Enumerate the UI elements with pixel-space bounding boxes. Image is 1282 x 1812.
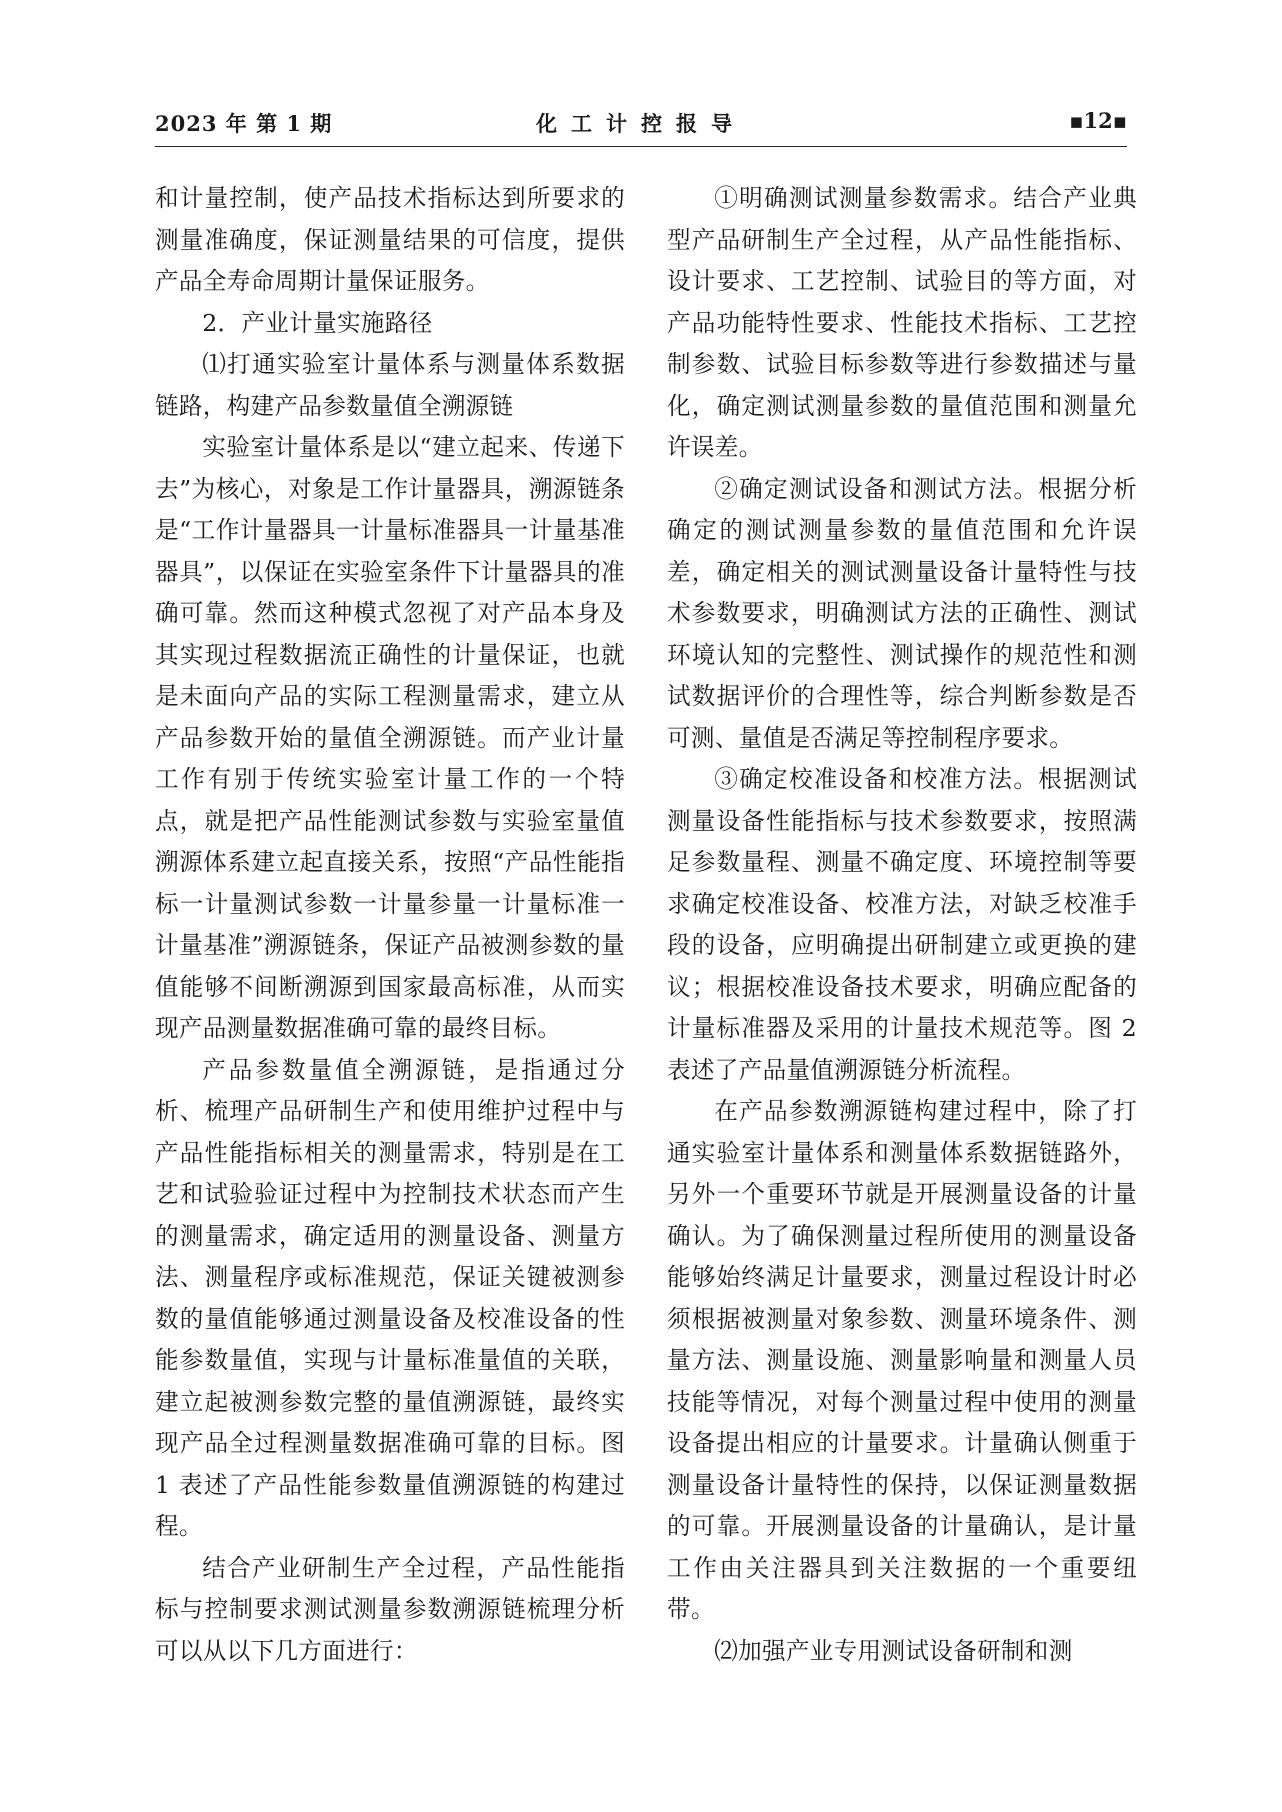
paragraph: 实验室计量体系是以“建立起来、传递下去”为核心，对象是工作计量器具，溯源链条是“工作计量器具一计量标准器具一计量基准器具”，以保证在实验室条件下计量器具的准确可靠。然而这种模式忽视了对产品本身及其实现过程数据流正确性的计量保证，也就是未面向产品的实际工程测量需求，建立从产品参数开始的量值全溯源链。而产业计量工作有别于传统实验室计量工作的一个特点，就是把产品性能测试参数与实验室量值溯源体系建立起直接关系，按照“产品性能指标一计量测试参数一计量参量一计量标准一计量基准”溯源链条，保证产品被测参数的量值能够不间断溯源到国家最高标准，从而实现产品测量数据准确可靠的最终目标。 — [155, 433, 625, 1042]
section-heading: 2．产业计量实施路径 — [202, 308, 433, 337]
paragraph: ①明确测试测量参数需求。结合产业典型产品研制生产全过程，从产品性能指标、设计要求、工艺控制、试验目的等方面，对产品功能特性要求、性能技术指标、工艺控制参数、试验目标参数等进行参数描述与量化，确定测试测量参数的量值范围和测量允许误差。 — [667, 184, 1137, 461]
paragraph: ③确定校准设备和校准方法。根据测试测量设备性能指标与技术参数要求，按照满足参数量程、测量不确定度、环境控制等要求确定校准设备、校准方法，对缺乏校准手段的设备，应明确提出研制建立或更换的建议；根据校准设备技术要求，明确应配备的计量标准器及采用的计量技术规范等。图 2 表述了产品量值溯源链分析流程。 — [667, 765, 1137, 1084]
page-number: ▪12▪ — [1069, 108, 1127, 133]
journal-title: 化工计控报导 — [536, 111, 746, 136]
paragraph: 在产品参数溯源链构建过程中，除了打通实验室计量体系和测量体系数据链路外，另外一个重要环节就是开展测量设备的计量确认。为了确保测量过程所使用的测量设备能够始终满足计量要求，测量过程设计时必须根据被测量对象参数、测量环境条件、测量方法、测量设施、测量影响量和测量人员技能等情况，对每个测量过程中使用的测量设备提出相应的计量要求。计量确认侧重于测量设备计量特性的保持，以保证测量数据的可靠。开展测量设备的计量确认，是计量工作由关注器具到关注数据的一个重要纽带。 — [667, 1097, 1137, 1623]
paragraph: 结合产业研制生产全过程，产品性能指标与控制要求测试测量参数溯源链梳理分析可以从以下几方面进行： — [155, 1553, 625, 1665]
subsection-heading: ⑵加强产业专用测试设备研制和测 — [714, 1636, 1073, 1665]
subsection-heading: ⑴打通实验室计量体系与测量体系数据链路，构建产品参数量值全溯源链 — [155, 350, 625, 420]
paragraph: 和计量控制，使产品技术指标达到所要求的测量准确度，保证测量结果的可信度，提供产品全寿命周期计量保证服务。 — [155, 184, 625, 295]
paragraph: 产品参数量值全溯源链，是指通过分析、梳理产品研制生产和使用维护过程中与产品性能指标相关的测量需求，特别是在工艺和试验验证过程中为控制技术状态而产生的测量需求，确定适用的测量设备、测量方法、测量程序或标准规范，保证关键被测参数的量值能够通过测量设备及校准设备的性能参数量值，实现与计量标准量值的关联，建立起被测参数完整的量值溯源链，最终实现产品全过程测量数据准确可靠的目标。图 1 表述了产品性能参数量值溯源链的构建过程。 — [155, 1055, 625, 1540]
right-column — [667, 178, 1137, 1672]
header-divider — [155, 146, 1127, 147]
running-header — [155, 108, 1127, 148]
issue-label: 2023 年 第 1 期 — [155, 111, 333, 136]
left-column — [155, 178, 625, 1672]
paragraph: ②确定测试设备和测试方法。根据分析确定的测试测量参数的量值范围和允许误差，确定相关的测试测量设备计量特性与技术参数要求，明确测试方法的正确性、测试环境认知的完整性、测试操作的规范性和测试数据评价的合理性等，综合判断参数是否可测、量值是否满足等控制程序要求。 — [667, 474, 1137, 752]
